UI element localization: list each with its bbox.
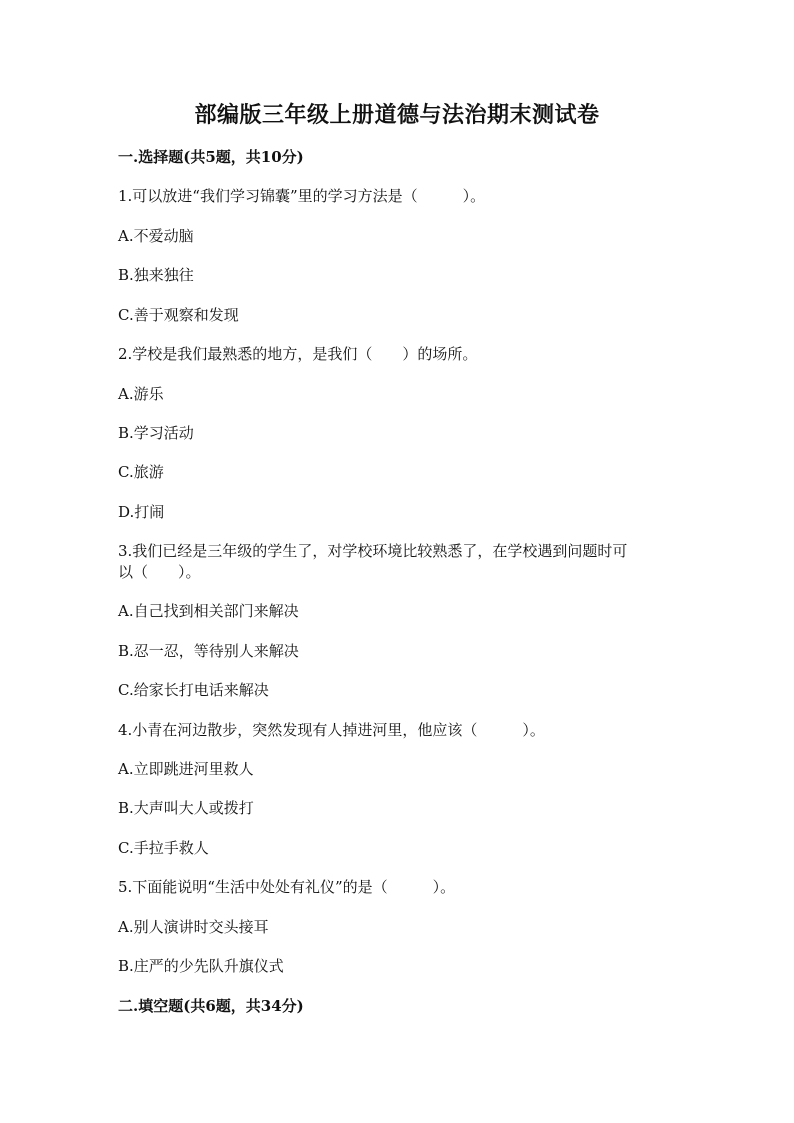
question-5: 5.下面能说明“生活中处处有礼仪”的是（ ）。 [118, 878, 456, 896]
question-5-option-a: A.别人演讲时交头接耳 [118, 918, 269, 936]
question-4-option-a: A.立即跳进河里救人 [118, 760, 254, 778]
section-heading-fill-blank: 二.填空题(共6题，共34分) [118, 997, 304, 1015]
question-1-option-a: A.不爱动脑 [118, 227, 194, 245]
question-1-option-b: B.独来独往 [118, 266, 194, 284]
question-2-option-c: C.旅游 [118, 463, 164, 481]
question-3-option-b: B.忍一忍，等待别人来解决 [118, 642, 299, 660]
question-3-line-2: 以（ ）。 [118, 563, 201, 581]
question-2-option-a: A.游乐 [118, 385, 164, 403]
question-1: 1.可以放进“我们学习锦囊”里的学习方法是（ ）。 [118, 187, 486, 205]
question-4-option-b: B.大声叫大人或拨打 [118, 799, 254, 817]
question-2-option-b: B.学习活动 [118, 424, 194, 442]
question-1-option-c: C.善于观察和发现 [118, 306, 239, 324]
page-title: 部编版三年级上册道德与法治期末测试卷 [194, 102, 600, 128]
question-4: 4.小青在河边散步，突然发现有人掉进河里，他应该（ ）。 [118, 721, 545, 739]
question-3-option-c: C.给家长打电话来解决 [118, 681, 269, 699]
section-heading-choice: 一.选择题(共5题，共10分) [118, 148, 304, 166]
question-2-option-d: D.打闹 [118, 503, 165, 521]
question-2: 2.学校是我们最熟悉的地方，是我们（ ）的场所。 [118, 345, 478, 363]
question-5-option-b: B.庄严的少先队升旗仪式 [118, 957, 284, 975]
question-3-option-a: A.自己找到相关部门来解决 [118, 602, 299, 620]
question-3-line-1: 3.我们已经是三年级的学生了，对学校环境比较熟悉了，在学校遇到问题时可 [118, 542, 628, 560]
question-4-option-c: C.手拉手救人 [118, 839, 209, 857]
